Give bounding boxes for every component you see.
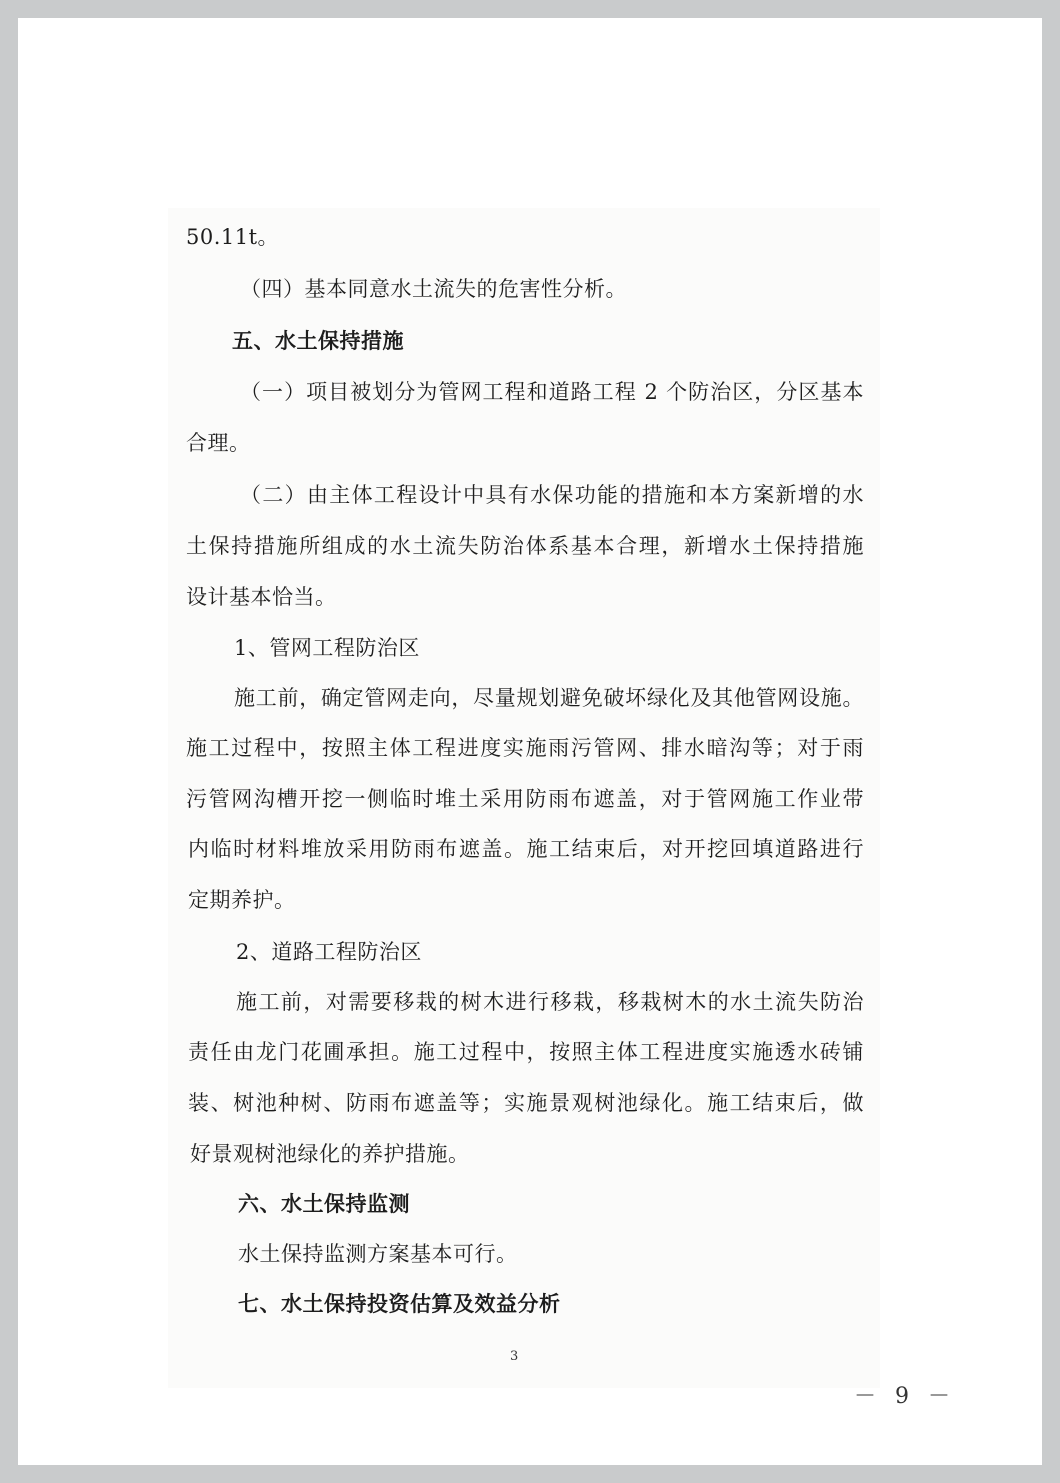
text-line: 施工前，对需要移栽的树木进行移栽，移栽树木的水土流失防治 bbox=[236, 990, 864, 1014]
text-line: 土保持措施所组成的水土流失防治体系基本合理，新增水土保持措施 bbox=[186, 534, 864, 558]
text-line: 责任由龙门花圃承担。施工过程中，按照主体工程进度实施透水砖铺 bbox=[188, 1040, 864, 1064]
section-heading: 七、水土保持投资估算及效益分析 bbox=[238, 1291, 561, 1316]
text-line: 50.11t。 bbox=[186, 225, 280, 249]
text-line: （二）由主体工程设计中具有水保功能的措施和本方案新增的水 bbox=[240, 483, 864, 507]
section-heading: 六、水土保持监测 bbox=[238, 1191, 410, 1216]
text-line: 施工过程中，按照主体工程进度实施雨污管网、排水暗沟等；对于雨 bbox=[186, 736, 864, 760]
text-line: 定期养护。 bbox=[188, 888, 296, 912]
text-line: （四）基本同意水土流失的危害性分析。 bbox=[240, 277, 627, 301]
text-line: 内临时材料堆放采用防雨布遮盖。施工结束后，对开挖回填道路进行 bbox=[188, 837, 864, 861]
text-line: 污管网沟槽开挖一侧临时堆土采用防雨布遮盖，对于管网施工作业带 bbox=[186, 787, 864, 811]
section-heading: 五、水土保持措施 bbox=[232, 328, 404, 353]
subsection-heading: 1、管网工程防治区 bbox=[234, 636, 420, 660]
text-line: 装、树池种树、防雨布遮盖等；实施景观树池绿化。施工结束后，做 bbox=[188, 1091, 864, 1115]
scan-page-number: 3 bbox=[510, 1349, 519, 1364]
page-number: － 9 － bbox=[854, 1384, 956, 1409]
text-line: 水土保持监测方案基本可行。 bbox=[238, 1242, 518, 1266]
text-line: 合理。 bbox=[186, 431, 251, 455]
text-line: 好景观树池绿化的养护措施。 bbox=[190, 1142, 470, 1166]
text-line: （一）项目被划分为管网工程和道路工程 2 个防治区，分区基本 bbox=[240, 380, 864, 404]
text-line: 施工前，确定管网走向，尽量规划避免破坏绿化及其他管网设施。 bbox=[234, 686, 864, 710]
subsection-heading: 2、道路工程防治区 bbox=[236, 940, 422, 964]
document-page bbox=[18, 18, 1042, 1465]
text-line: 设计基本恰当。 bbox=[186, 585, 337, 609]
